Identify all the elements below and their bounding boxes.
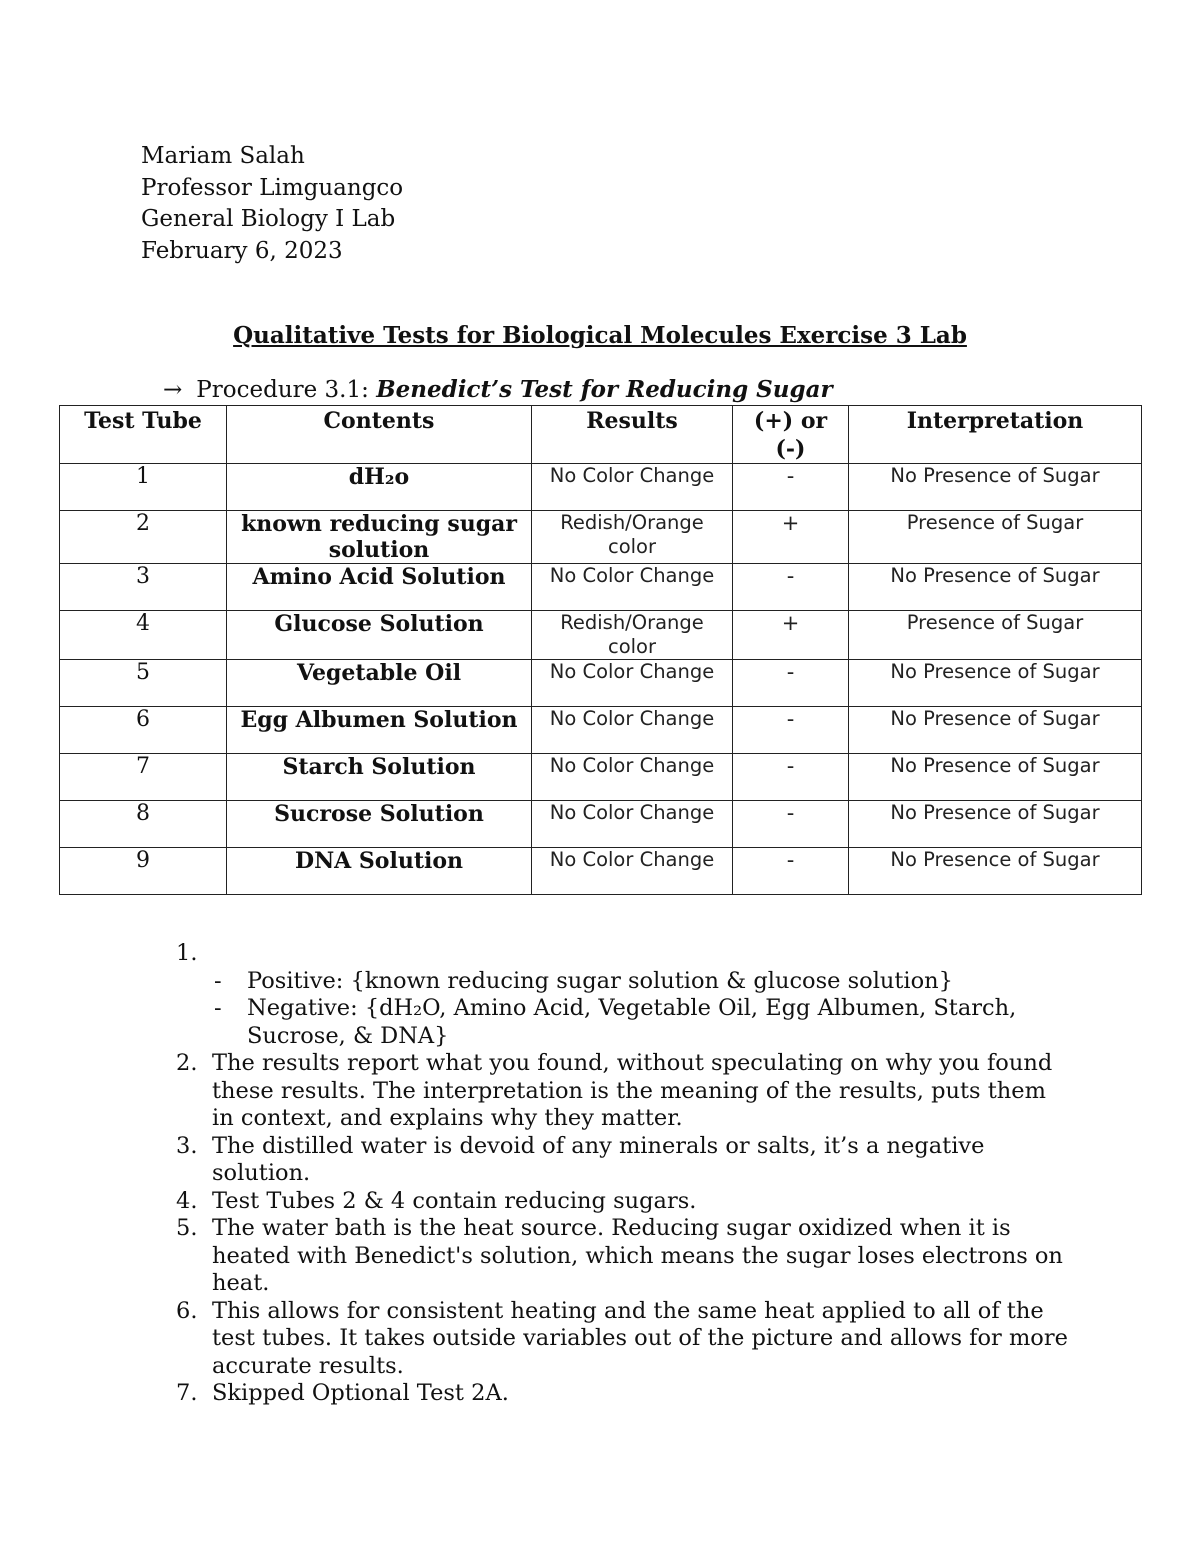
table-row xyxy=(60,801,1142,848)
cell-tube: 9 xyxy=(60,848,227,895)
answer-1-sublist xyxy=(212,968,1073,1051)
cell-interpretation: No Presence of Sugar xyxy=(849,660,1142,707)
cell-result: No Color Change xyxy=(532,564,733,611)
cell-tube: 5 xyxy=(60,660,227,707)
answer-text: Test Tubes 2 & 4 contain reducing sugars. xyxy=(212,1187,697,1214)
answer-text: This allows for consistent heating and the same heat applied to all of the test tubes. It takes outside variables out of the picture and allows for more accurate results. xyxy=(212,1297,1068,1379)
answer-1 xyxy=(173,940,1073,1050)
cell-result: No Color Change xyxy=(532,464,733,511)
answer-3 xyxy=(173,1133,1073,1188)
cell-interpretation: No Presence of Sugar xyxy=(849,564,1142,611)
cell-tube: 4 xyxy=(60,611,227,660)
cell-contents: Glucose Solution xyxy=(227,611,532,660)
dash-bullet: - xyxy=(214,995,222,1021)
results-table xyxy=(59,405,1142,895)
list-number: 1. xyxy=(176,940,198,966)
cell-sign: - xyxy=(733,754,849,801)
cell-sign: + xyxy=(733,611,849,660)
student-name: Mariam Salah xyxy=(141,143,305,169)
table-row xyxy=(60,660,1142,707)
table-row xyxy=(60,848,1142,895)
answer-text: Skipped Optional Test 2A. xyxy=(212,1380,509,1406)
cell-sign: - xyxy=(733,660,849,707)
sublist-item-positive xyxy=(212,968,1073,996)
answer-7 xyxy=(173,1380,1073,1408)
cell-result: No Color Change xyxy=(532,801,733,848)
negative-text: Negative: {dH₂O, Amino Acid, Vegetable Oil, Egg Albumen, Starch, Sucrose, & DNA} xyxy=(247,995,1017,1049)
cell-result: No Color Change xyxy=(532,848,733,895)
cell-interpretation: Presence of Sugar xyxy=(849,511,1142,564)
header-results: Results xyxy=(532,406,733,464)
cell-contents: Starch Solution xyxy=(227,754,532,801)
cell-contents: dH₂o xyxy=(227,464,532,511)
header-contents: Contents xyxy=(227,406,532,464)
list-number: 7. xyxy=(176,1380,198,1406)
table-row xyxy=(60,564,1142,611)
answer-4 xyxy=(173,1188,1073,1216)
cell-sign: - xyxy=(733,707,849,754)
table-row xyxy=(60,464,1142,511)
cell-result: Redish/Orange color xyxy=(532,511,733,564)
cell-interpretation: No Presence of Sugar xyxy=(849,707,1142,754)
list-number: 4. xyxy=(176,1187,198,1214)
course-name: General Biology I Lab xyxy=(141,206,396,232)
cell-result: No Color Change xyxy=(532,660,733,707)
cell-result: No Color Change xyxy=(532,754,733,801)
cell-sign: - xyxy=(733,564,849,611)
cell-contents: Sucrose Solution xyxy=(227,801,532,848)
answer-5 xyxy=(173,1215,1073,1298)
list-number: 5. xyxy=(176,1215,198,1241)
cell-interpretation: No Presence of Sugar xyxy=(849,848,1142,895)
cell-sign: - xyxy=(733,848,849,895)
header-sign: (+) or (-) xyxy=(733,406,849,464)
cell-tube: 6 xyxy=(60,707,227,754)
answer-6 xyxy=(173,1298,1073,1381)
cell-tube: 7 xyxy=(60,754,227,801)
cell-result: Redish/Orange color xyxy=(532,611,733,660)
cell-tube: 2 xyxy=(60,511,227,564)
procedure-heading xyxy=(163,376,833,403)
table-row xyxy=(60,707,1142,754)
table-row xyxy=(60,754,1142,801)
cell-sign: - xyxy=(733,801,849,848)
cell-contents: Vegetable Oil xyxy=(227,660,532,707)
professor-name: Professor Limguangco xyxy=(141,174,404,201)
procedure-label: Procedure 3.1: xyxy=(196,377,377,403)
arrow-icon: → xyxy=(163,377,183,403)
list-number: 6. xyxy=(176,1297,198,1324)
cell-tube: 1 xyxy=(60,464,227,511)
cell-interpretation: No Presence of Sugar xyxy=(849,801,1142,848)
cell-interpretation: Presence of Sugar xyxy=(849,611,1142,660)
cell-contents: Amino Acid Solution xyxy=(227,564,532,611)
cell-interpretation: No Presence of Sugar xyxy=(849,464,1142,511)
answer-text: The water bath is the heat source. Reducing sugar oxidized when it is heated with Benedict's solution, which means the sugar loses electrons on heat. xyxy=(212,1215,1063,1296)
cell-sign: - xyxy=(733,464,849,511)
cell-interpretation: No Presence of Sugar xyxy=(849,754,1142,801)
document-title: Qualitative Tests for Biological Molecules Exercise 3 Lab xyxy=(233,322,967,349)
table-row xyxy=(60,511,1142,564)
table-header-row xyxy=(60,406,1142,464)
list-number: 3. xyxy=(176,1132,198,1159)
answers-list xyxy=(173,940,1073,1408)
header-interpretation: Interpretation xyxy=(849,406,1142,464)
cell-sign: + xyxy=(733,511,849,564)
list-number: 2. xyxy=(176,1050,198,1076)
document-date: February 6, 2023 xyxy=(141,237,343,264)
cell-tube: 8 xyxy=(60,801,227,848)
answer-text: The distilled water is devoid of any minerals or salts, it’s a negative solution. xyxy=(212,1132,985,1186)
positive-text: Positive: {known reducing sugar solution & glucose solution} xyxy=(247,967,953,994)
procedure-name: Benedict’s Test for Reducing Sugar xyxy=(376,376,833,403)
cell-tube: 3 xyxy=(60,564,227,611)
document-header xyxy=(141,141,403,267)
cell-contents: DNA Solution xyxy=(227,848,532,895)
cell-contents: Egg Albumen Solution xyxy=(227,707,532,754)
header-test-tube: Test Tube xyxy=(60,406,227,464)
cell-result: No Color Change xyxy=(532,707,733,754)
table-row xyxy=(60,611,1142,660)
dash-bullet: - xyxy=(214,967,222,994)
answer-text: The results report what you found, without speculating on why you found these results. The interpretation is the meaning of the results, puts them in context, and explains why they matter. xyxy=(212,1050,1053,1131)
cell-contents: known reducing sugar solution xyxy=(227,511,532,564)
sublist-item-negative xyxy=(212,995,1073,1050)
answer-2 xyxy=(173,1050,1073,1133)
